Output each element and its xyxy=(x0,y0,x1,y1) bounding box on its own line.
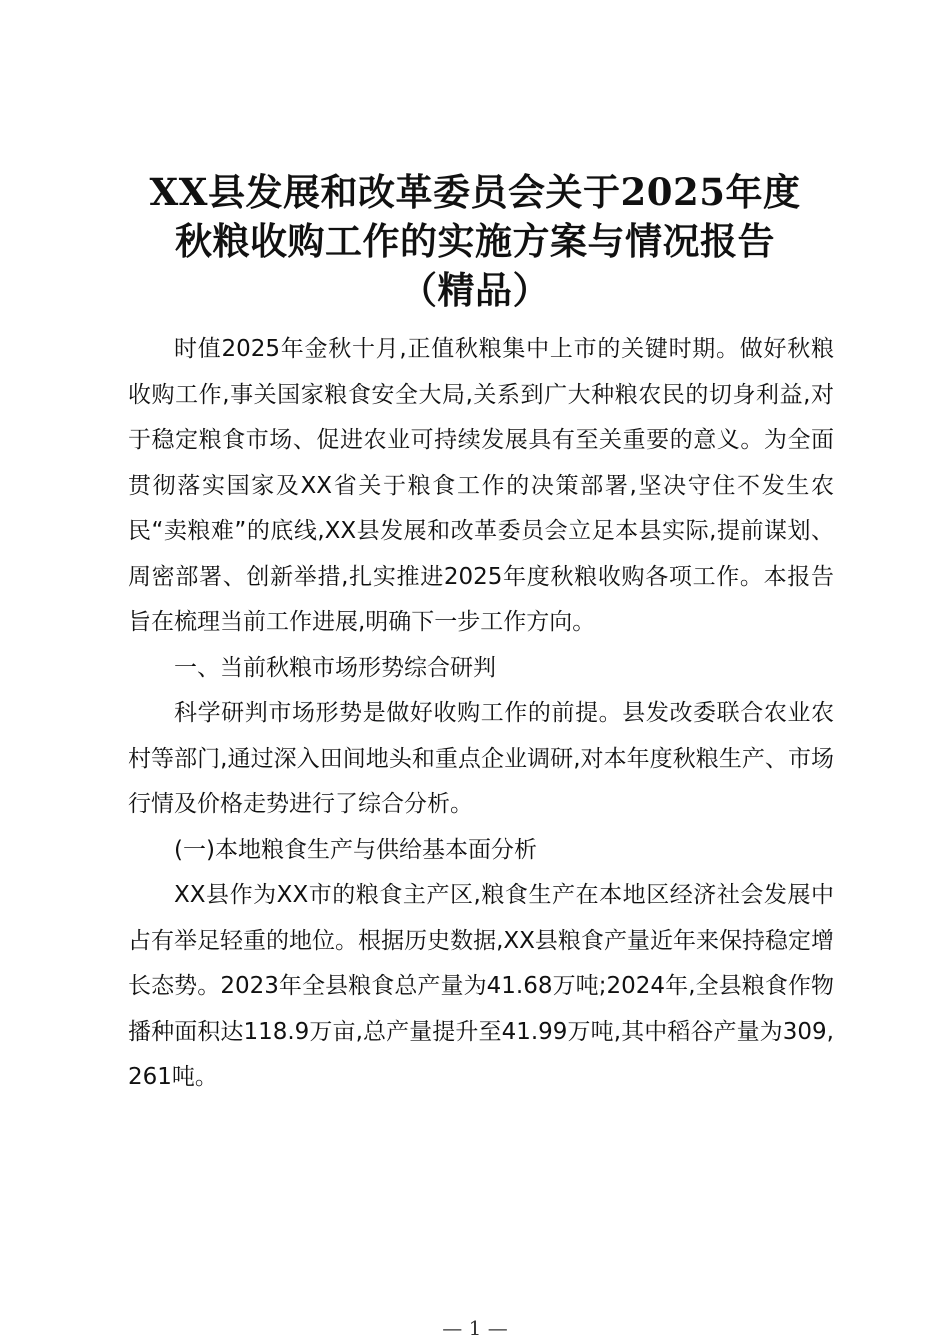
title-line-2: 秋粮收购工作的实施方案与情况报告 xyxy=(175,219,775,263)
subsection-1-paragraph: XX县作为XX市的粮食主产区,粮食生产在本地区经济社会发展中占有举足轻重的地位。根据历史数据,XX县粮食产量近年来保持稳定增长态势。2023年全县粮食总产量为41.68万吨;2024年,全县粮食作物播种面积达118.9万亩,总产量提升至41.99万吨,其中稻谷产量为309,261吨。 xyxy=(128,882,834,1090)
section-1-paragraph: 科学研判市场形势是做好收购工作的前提。县发改委联合农业农村等部门,通过深入田间地头和重点企业调研,对本年度秋粮生产、市场行情及价格走势进行了综合分析。 xyxy=(128,700,834,817)
title-line-3: （精品） xyxy=(400,268,550,312)
section-heading-1: 一、当前秋粮市场形势综合研判 xyxy=(174,654,496,681)
title-line-1: XX县发展和改革委员会关于2025年度 xyxy=(149,170,801,214)
intro-paragraph: 时值2025年金秋十月,正值秋粮集中上市的关键时期。做好秋粮收购工作,事关国家粮食安全大局,关系到广大种粮农民的切身利益,对于稳定粮食市场、促进农业可持续发展具有至关重要的意义。为全面贯彻落实国家及XX省关于粮食工作的决策部署,坚决守住不发生农民“卖粮难”的底线,XX县发展和改革委员会立足本县实际,提前谋划、周密部署、创新举措,扎实推进2025年度秋粮收购各项工作。本报告旨在梳理当前工作进展,明确下一步工作方向。 xyxy=(128,336,834,635)
document-title xyxy=(100,168,850,315)
subsection-heading-1: (一)本地粮食生产与供给基本面分析 xyxy=(174,836,537,863)
page-number: — 1 — xyxy=(442,1316,508,1340)
document-body xyxy=(128,327,834,1101)
